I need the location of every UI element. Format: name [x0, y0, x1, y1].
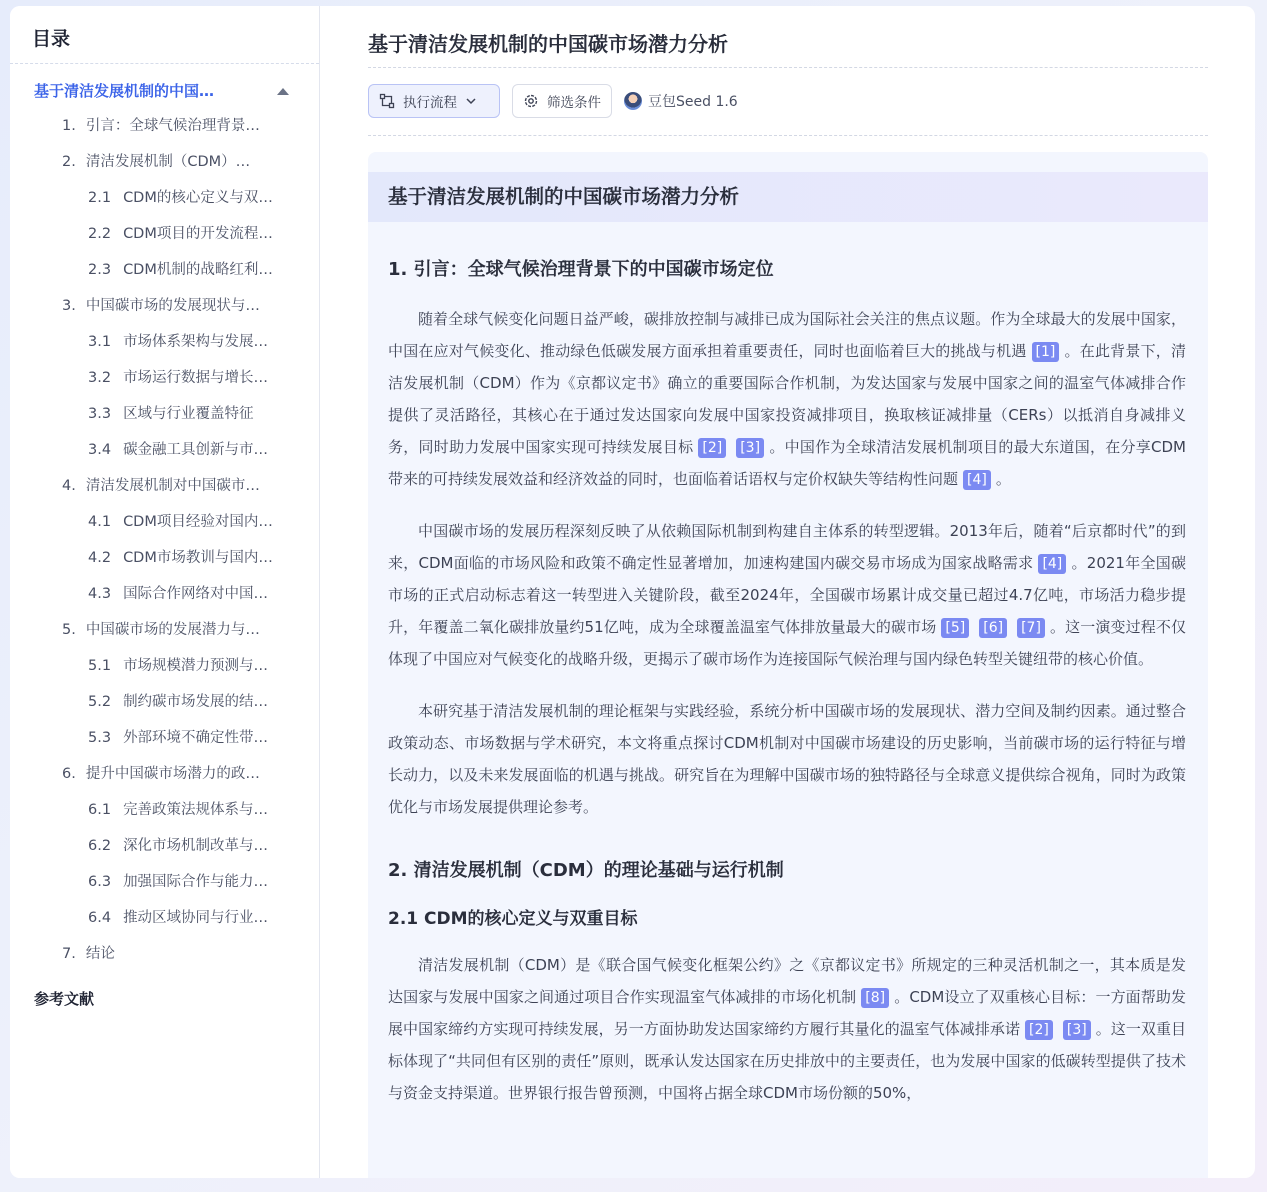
toc-item-number: 5. [62, 622, 76, 638]
toc-item[interactable] [10, 612, 319, 648]
toc-item[interactable] [10, 432, 319, 468]
toc-item[interactable] [10, 720, 319, 756]
paragraph-text: 。2021年全国碳市场的正式启动标志着这一转型进入关键阶段，截至2024年，全国碳市场累计成交量已超过4.7亿吨，市场活力稳步提升，年覆盖二氧化碳排放量约51亿吨，成为全球覆盖温室气体排放量最大的碳市场 [388, 554, 1186, 636]
toc-references[interactable]: 参考文献 [34, 990, 95, 1008]
toc-item[interactable] [10, 540, 319, 576]
toc-item-label: CDM机制的战略红利… [123, 262, 273, 278]
citation-link[interactable]: [4] [1038, 554, 1066, 574]
toc-item-number: 6.3 [88, 874, 112, 890]
toc-item-label: 市场运行数据与增长… [123, 370, 269, 386]
citation-link[interactable]: [3] [1063, 1020, 1091, 1040]
toc-item-label: 市场体系架构与发展… [123, 334, 269, 350]
toc-item-number: 4.3 [88, 586, 112, 602]
citation-link[interactable]: [7] [1017, 618, 1045, 638]
paragraph-2 [388, 515, 1186, 675]
paragraph-text: 随着全球气候变化问题日益严峻，碳排放控制与减排已成为国际社会关注的焦点议题。作为全球最大的发展中国家，中国在应对气候变化、推动绿色低碳发展方面承担着重要责任，同时也面临着巨大的挑战与机遇 [388, 310, 1186, 360]
citation-link[interactable]: [2] [698, 438, 726, 458]
gear-icon [523, 93, 539, 109]
toc-item[interactable] [10, 288, 319, 324]
toc-item[interactable] [10, 396, 319, 432]
toc-item-label: 提升中国碳市场潜力的政… [85, 766, 260, 782]
toc-item-label: 中国碳市场的发展潜力与… [85, 622, 260, 638]
paragraph-text: 。CDM设立了双重核心目标：一方面帮助发展中国家缔约方实现可持续发展，另一方面协助发达国家缔约方履行其量化的温室气体减排承诺 [388, 988, 1186, 1038]
toc-sidebar [10, 6, 320, 1178]
model-name: 豆包Seed 1.6 [648, 94, 738, 110]
section-2-1-heading: 2.1 CDM的核心定义与双重目标 [388, 909, 638, 929]
toc-item-number: 5.2 [88, 694, 112, 710]
toc-item-number: 4.2 [88, 550, 112, 566]
toc-item[interactable] [10, 936, 319, 972]
toc-item-label: 市场规模潜力预测与… [123, 658, 269, 674]
toc-item-label: CDM的核心定义与双… [123, 190, 273, 206]
toc-item-label: 碳金融工具创新与市… [123, 442, 269, 458]
citation-link[interactable]: [5] [941, 618, 969, 638]
toc-item-number: 6.4 [88, 910, 112, 926]
toc-item-number: 6.1 [88, 802, 112, 818]
citation-link[interactable]: [1] [1032, 342, 1060, 362]
toc-item[interactable] [10, 684, 319, 720]
section-1-heading: 1. 引言：全球气候治理背景下的中国碳市场定位 [388, 259, 774, 280]
toc-item-label: 完善政策法规体系与… [123, 802, 269, 818]
toc-item[interactable] [10, 792, 319, 828]
paragraph-1 [388, 303, 1186, 495]
toc-item-number: 5.3 [88, 730, 112, 746]
toc-item-label: 区域与行业覆盖特征 [123, 406, 254, 422]
toc-item-number: 3.2 [88, 370, 112, 386]
paragraph-text: 。 [995, 470, 1011, 488]
toc-item-label: 推动区域协同与行业… [123, 910, 269, 926]
toc-item-number: 2. [62, 154, 76, 170]
toc-item[interactable] [10, 216, 319, 252]
toc-item-label: 清洁发展机制（CDM）… [85, 154, 251, 170]
paragraph-text: 清洁发展机制（CDM）是《联合国气候变化框架公约》之《京都议定书》所规定的三种灵活机制之一，其本质是发达国家与发展中国家之间通过项目合作实现温室气体减排的市场化机制 [388, 956, 1186, 1006]
toc-item-number: 6. [62, 766, 76, 782]
toc-item-label: 制约碳市场发展的结… [123, 694, 269, 710]
chevron-down-icon [465, 95, 477, 107]
toc-item-label: 中国碳市场的发展现状与… [85, 298, 260, 314]
toc-item[interactable] [10, 360, 319, 396]
flow-button[interactable] [368, 84, 500, 118]
toc-item[interactable] [10, 144, 319, 180]
toc-title: 目录 [10, 6, 319, 64]
toc-item[interactable] [10, 576, 319, 612]
toc-item[interactable] [10, 864, 319, 900]
paragraph-text: 。在此背景下，清洁发展机制（CDM）作为《京都议定书》确立的重要国际合作机制，为发达国家与发展中国家之间的温室气体减排合作提供了灵活路径，其核心在于通过发达国家向发展中国家投资减排项目，换取核证减排量（CERs）以抵消自身减排义务，同时助力发展中国家实现可持续发展目标 [388, 342, 1186, 456]
article-title: 基于清洁发展机制的中国碳市场潜力分析 [368, 172, 1208, 222]
toc-item[interactable] [10, 252, 319, 288]
toc-root-item[interactable] [10, 64, 319, 108]
toc-root-label: 基于清洁发展机制的中国… [34, 82, 215, 100]
toc-item[interactable] [10, 756, 319, 792]
paragraph-text: 中国碳市场的发展历程深刻反映了从依赖国际机制到构建自主体系的转型逻辑。2013年后，随着“后京都时代”的到来，CDM面临的市场风险和政策不确定性显著增加，加速构建国内碳交易市场成为国家战略需求 [388, 522, 1186, 572]
paragraph-4 [388, 949, 1186, 1109]
app-frame [10, 6, 1255, 1178]
toc-item[interactable] [10, 180, 319, 216]
toc-item-label: 引言：全球气候治理背景… [85, 118, 260, 134]
toc-item-label: CDM项目经验对国内… [123, 514, 273, 530]
toc-item-number: 4. [62, 478, 76, 494]
toc-item[interactable] [10, 468, 319, 504]
toc-item-number: 4.1 [88, 514, 112, 530]
flow-button-label: 执行流程 [403, 95, 457, 111]
toc-item-label: 清洁发展机制对中国碳市… [85, 478, 260, 494]
citation-link[interactable]: [2] [1025, 1020, 1053, 1040]
toc-item[interactable] [10, 108, 319, 144]
toc-item-label: 加强国际合作与能力… [123, 874, 269, 890]
toc-item-number: 3.1 [88, 334, 112, 350]
toc-item-number: 2.3 [88, 262, 112, 278]
article-body [368, 255, 1208, 1109]
toc-list [10, 108, 319, 972]
toc-item[interactable] [10, 648, 319, 684]
main-content [368, 6, 1208, 1178]
toc-item-number: 1. [62, 118, 76, 134]
filter-button[interactable] [512, 84, 612, 118]
section-2-heading: 2. 清洁发展机制（CDM）的理论基础与运行机制 [388, 860, 784, 881]
toc-item-number: 7. [62, 946, 76, 962]
citation-link[interactable]: [6] [979, 618, 1007, 638]
page-title: 基于清洁发展机制的中国碳市场潜力分析 [368, 6, 1208, 68]
paragraph-text: 。这一演变过程不仅体现了中国应对气候变化的战略升级，更揭示了碳市场作为连接国际气候治理与国内绿色转型关键纽带的核心价值。 [388, 618, 1186, 668]
citation-link[interactable]: [4] [963, 470, 991, 490]
toc-item-label: 国际合作网络对中国… [123, 586, 269, 602]
toc-item[interactable] [10, 324, 319, 360]
toc-item-number: 3. [62, 298, 76, 314]
caret-up-icon[interactable] [277, 88, 289, 95]
toc-item-number: 6.2 [88, 838, 112, 854]
toc-item-label: CDM项目的开发流程… [123, 226, 273, 242]
toc-item-label: 深化市场机制改革与… [123, 838, 269, 854]
toc-item-number: 5.1 [88, 658, 112, 674]
toc-item[interactable] [10, 828, 319, 864]
paragraph-3: 本研究基于清洁发展机制的理论框架与实践经验，系统分析中国碳市场的发展现状、潜力空间及制约因素。通过整合政策动态、市场数据与学术研究，本文将重点探讨CDM机制对中国碳市场建设的历史影响，当前碳市场的运行特征与增长动力，以及未来发展面临的机遇与挑战。研究旨在为理解中国碳市场的独特路径与全球意义提供综合视角，同时为政策优化与市场发展提供理论参考。 [388, 702, 1186, 816]
model-avatar [624, 92, 642, 110]
toolbar [368, 68, 1208, 136]
citation-link[interactable]: [8] [861, 988, 889, 1008]
toc-item-number: 3.3 [88, 406, 112, 422]
toc-item-number: 3.4 [88, 442, 112, 458]
toc-item-label: 外部环境不确定性带… [123, 730, 269, 746]
paragraph-text: 。这一双重目标体现了“共同但有区别的责任”原则，既承认发达国家在历史排放中的主要责任，也为发展中国家的低碳转型提供了技术与资金支持渠道。世界银行报告曾预测，中国将占据全球CDM市场份额的50%， [388, 1020, 1186, 1102]
toc-item-number: 2.2 [88, 226, 112, 242]
toc-item-label: 结论 [85, 946, 115, 962]
model-indicator[interactable] [624, 84, 738, 118]
toc-item[interactable] [10, 504, 319, 540]
citation-link[interactable]: [3] [736, 438, 764, 458]
toc-item-label: CDM市场教训与国内… [123, 550, 273, 566]
article [368, 152, 1208, 1178]
toc-item-number: 2.1 [88, 190, 112, 206]
flow-icon [379, 93, 395, 109]
paragraph-text: 。中国作为全球清洁发展机制项目的最大东道国，在分享CDM带来的可持续发展效益和经济效益的同时，也面临着话语权与定价权缺失等结构性问题 [388, 438, 1186, 488]
filter-button-label: 筛选条件 [547, 95, 601, 111]
toc-item[interactable] [10, 900, 319, 936]
